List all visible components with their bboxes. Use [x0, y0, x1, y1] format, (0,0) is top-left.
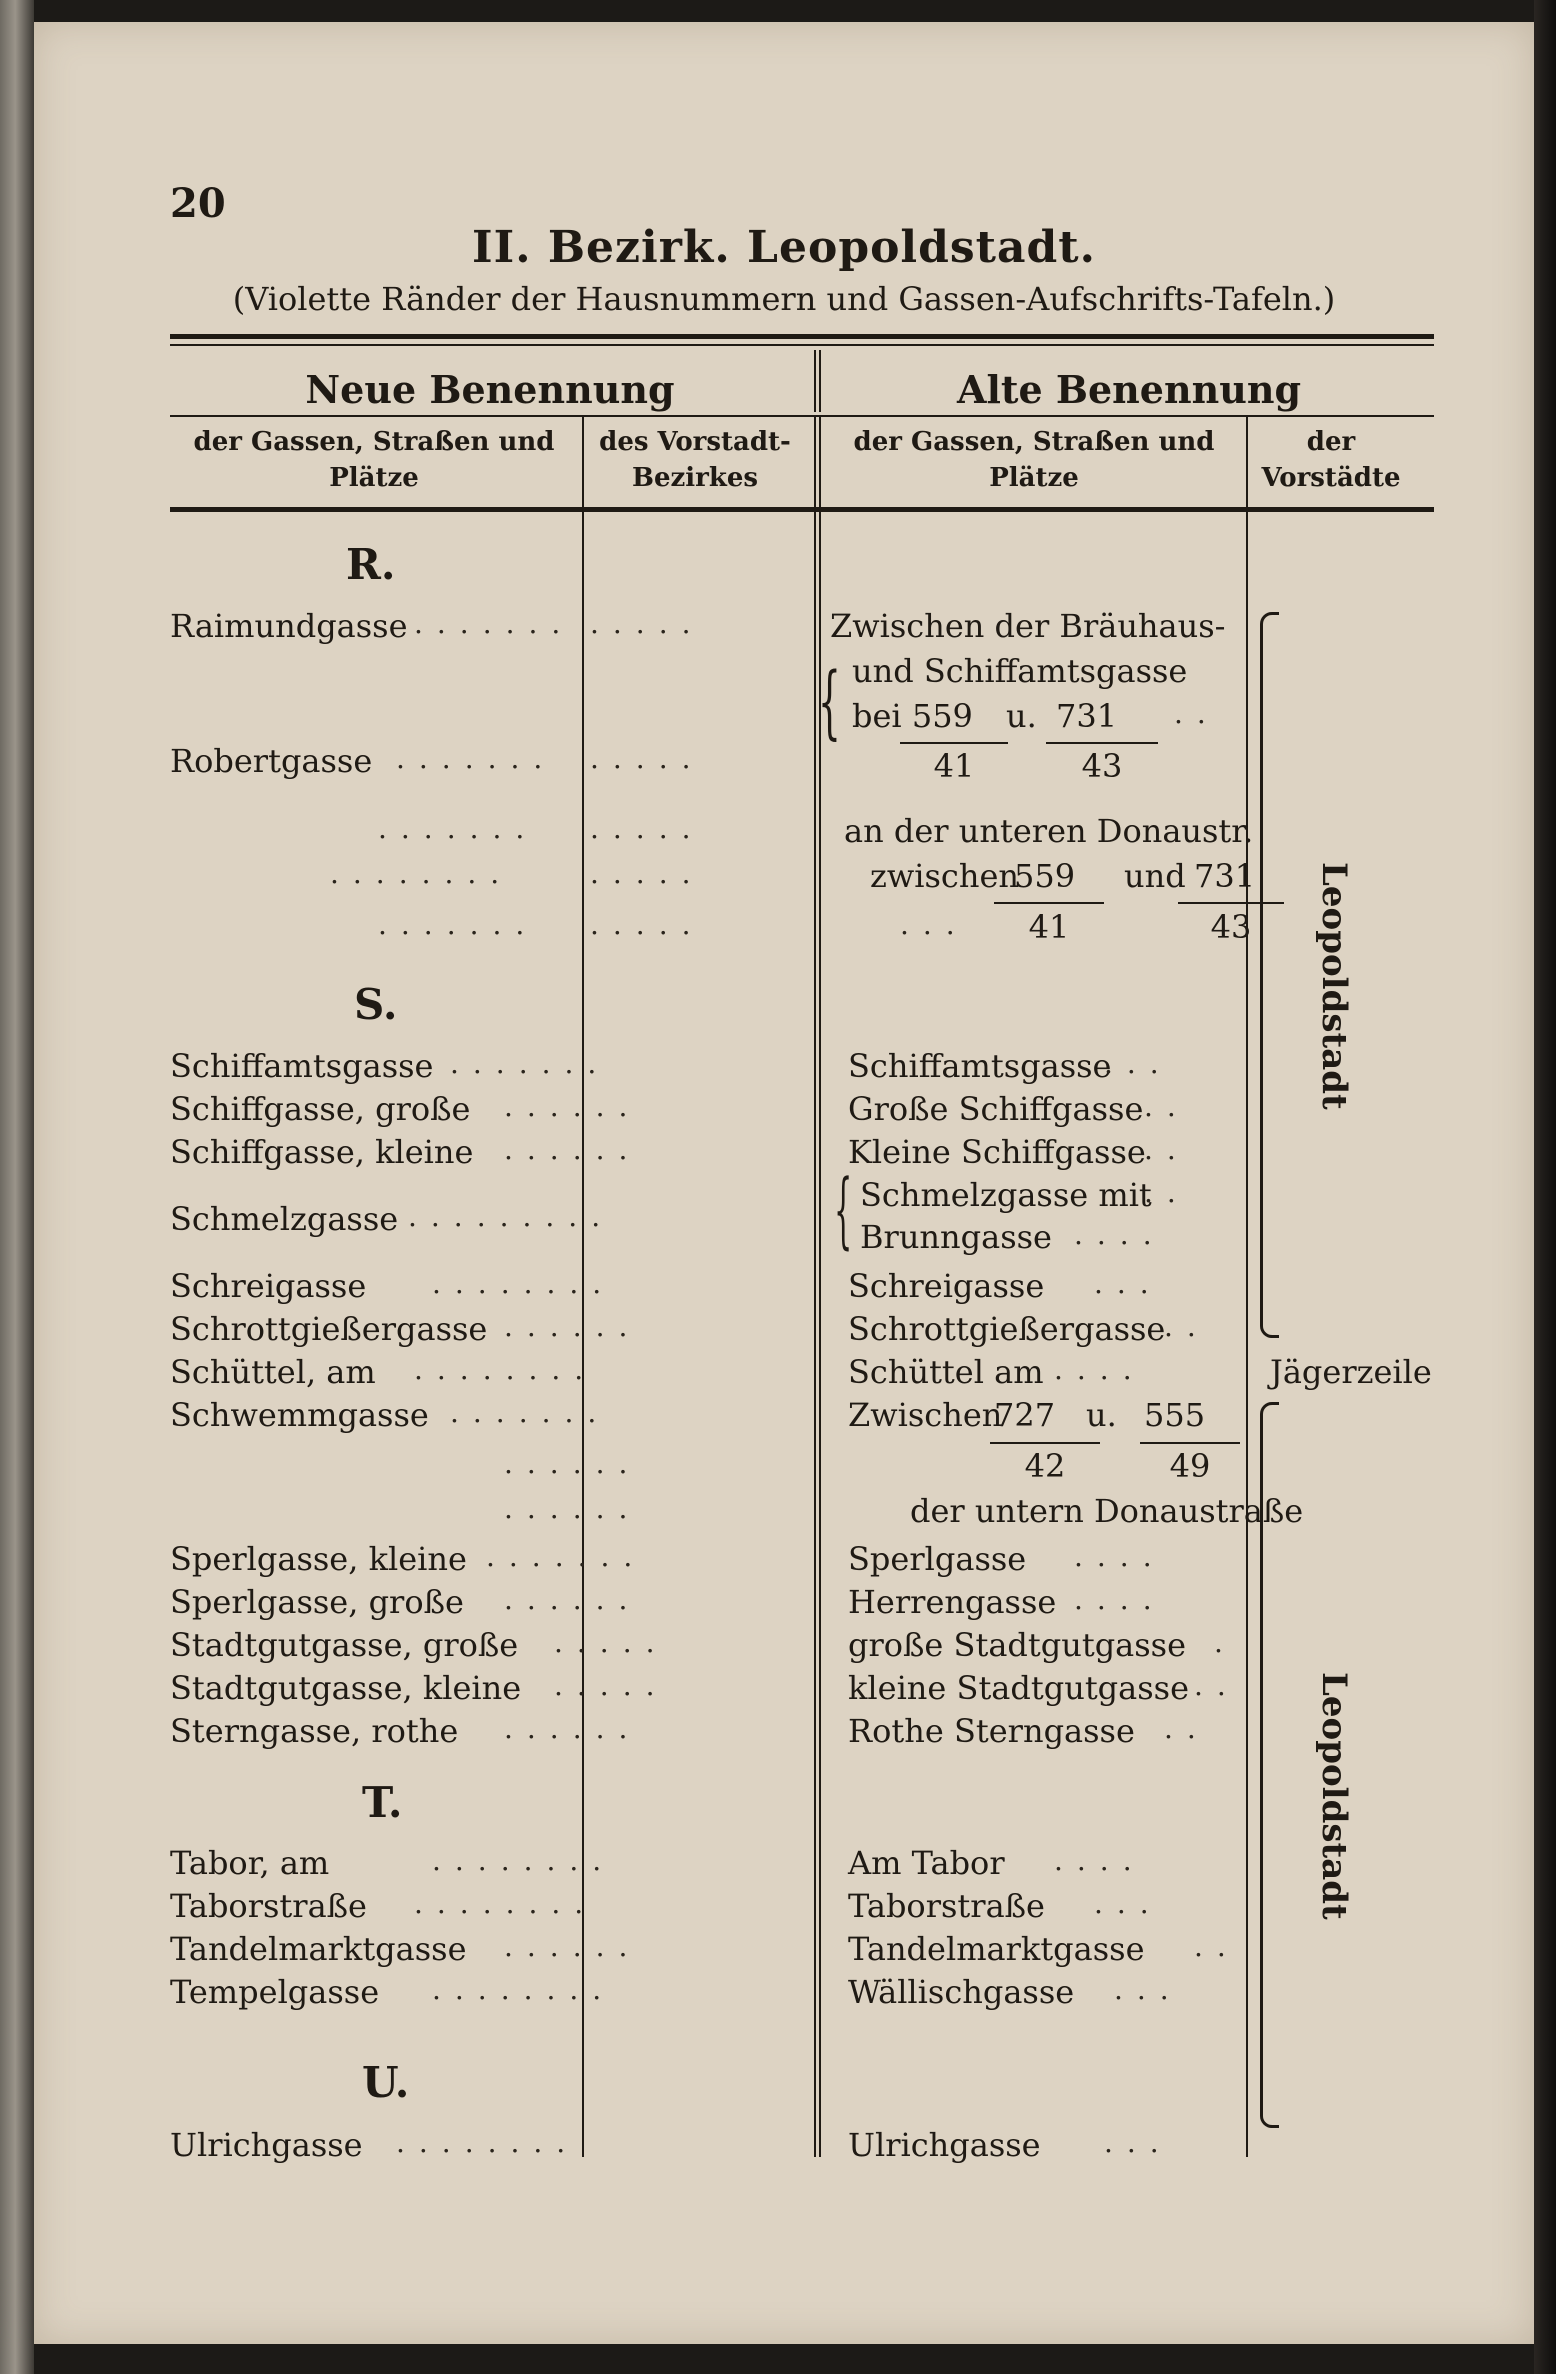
dot-leader: ..	[1174, 697, 1220, 730]
entry-schiffgasse-kleine: Schiffgasse, kleine	[170, 1133, 474, 1171]
old-herrengasse: Herrengasse	[848, 1583, 1057, 1621]
dot-leader: ........	[432, 1844, 616, 1877]
entry-stadtgutgasse-kleine: Stadtgutgasse, kleine	[170, 1669, 522, 1707]
dot-leader: ......	[504, 1447, 642, 1480]
dot-leader: .	[1214, 1626, 1237, 1659]
brace-raimund: {	[818, 655, 841, 748]
old-robert-2b: 559	[1014, 857, 1076, 895]
old-robert-2c: und	[1124, 857, 1186, 895]
entry-sperlgasse-kleine: Sperlgasse, kleine	[170, 1540, 467, 1578]
header-new-district: des Vorstadt-Bezirkes	[599, 427, 791, 493]
old-taborstrasse: Taborstraße	[848, 1887, 1045, 1925]
dot-leader: ........	[432, 1973, 616, 2006]
suburb-leopoldstadt-1: Leopoldstadt	[1314, 862, 1354, 1110]
entry-schiffamtsgasse: Schiffamtsgasse	[170, 1047, 434, 1085]
dot-leader: .......	[396, 742, 557, 775]
dot-leader: ....	[1054, 1353, 1146, 1386]
page-title: II. Bezirk. Leopoldstadt.	[472, 222, 1096, 273]
dot-leader: ......	[504, 1310, 642, 1343]
dot-leader: .....	[590, 908, 705, 941]
dot-leader: ........	[396, 2126, 580, 2159]
entry-schuettel: Schüttel, am	[170, 1353, 376, 1391]
old-schwemm-2: der untern Donaustraße	[910, 1492, 1304, 1530]
old-schwemm-d1: 42	[1024, 1447, 1066, 1485]
old-waellischgasse: Wällischgasse	[848, 1973, 1075, 2011]
entry-tempelgasse: Tempelgasse	[170, 1973, 380, 2011]
entry-schrottgiessergasse: Schrottgießergasse	[170, 1310, 488, 1348]
dot-leader: ...	[1104, 2126, 1173, 2159]
header-new-streets: der Gassen, Straßen und Plätze	[193, 427, 555, 493]
dot-leader: .....	[590, 857, 705, 890]
header-old-suburbs: der Vorstädte	[1261, 427, 1401, 493]
dot-leader: ...	[1114, 1973, 1183, 2006]
old-tandelmarktgasse: Tandelmarktgasse	[848, 1930, 1145, 1968]
old-schwemm-1b: 727	[994, 1396, 1056, 1434]
dot-leader: ..	[1194, 1930, 1240, 1963]
entry-sperlgasse-grosse: Sperlgasse, große	[170, 1583, 464, 1621]
old-robert-2d: 731	[1194, 857, 1256, 895]
old-raimund-d1: 41	[933, 747, 975, 785]
old-raimund-3a: bei 559	[852, 697, 973, 735]
entry-tabor: Tabor, am	[170, 1844, 330, 1882]
old-raimund-2: und Schiffamtsgasse	[852, 652, 1188, 690]
fraction-line	[990, 1442, 1100, 1444]
column-divider-3	[1246, 417, 1248, 2157]
fraction-line	[1140, 1442, 1240, 1444]
entry-stadtgutgasse-grosse: Stadtgutgasse, große	[170, 1626, 519, 1664]
dot-leader: ..	[1164, 1712, 1210, 1745]
dot-leader: ...	[1094, 1887, 1163, 1920]
column-divider-2	[814, 417, 816, 2157]
old-raimund-3b: u.	[1006, 697, 1037, 735]
entry-schmelzgasse: Schmelzgasse	[170, 1200, 399, 1238]
brace-schmelzgasse: {	[834, 1163, 853, 1258]
old-brunngasse: Brunngasse	[860, 1218, 1052, 1256]
header-old-streets: der Gassen, Straßen und Plätze	[853, 427, 1215, 493]
dot-leader: ......	[504, 1712, 642, 1745]
header-old-name: Alte Benennung	[956, 367, 1302, 412]
book-page	[34, 22, 1534, 2344]
old-rothe-sterngasse: Rothe Sterngasse	[848, 1712, 1135, 1750]
fraction-line	[994, 902, 1104, 904]
section-letter-s: S.	[354, 980, 398, 1029]
page-number: 20	[170, 180, 226, 227]
dot-leader: ....	[1074, 1218, 1166, 1251]
dot-leader: ........	[414, 1887, 598, 1920]
dot-leader: .....	[554, 1626, 669, 1659]
dot-leader: .......	[378, 908, 539, 941]
old-schuettel: Schüttel am	[848, 1353, 1044, 1391]
old-raimund-3c: 731	[1056, 697, 1118, 735]
old-robert-2a: zwischen	[870, 857, 1019, 895]
old-robert-d2: 43	[1210, 908, 1252, 946]
dot-leader: .........	[408, 1200, 615, 1233]
page-edge	[1534, 0, 1556, 2374]
dot-leader: .....	[590, 742, 705, 775]
old-robert-d1: 41	[1028, 908, 1070, 946]
section-letter-u: U.	[362, 2058, 410, 2107]
old-kleine-stadtgutgasse: kleine Stadtgutgasse	[848, 1669, 1190, 1707]
old-schwemm-1c: u.	[1086, 1396, 1117, 1434]
entry-schiffgasse-grosse: Schiffgasse, große	[170, 1090, 471, 1128]
suburb-leopoldstadt-2: Leopoldstadt	[1314, 1672, 1354, 1920]
entry-tandelmarktgasse: Tandelmarktgasse	[170, 1930, 467, 1968]
old-raimund-d2: 43	[1081, 747, 1123, 785]
header-divider-main	[814, 350, 816, 412]
dot-leader: .....	[590, 812, 705, 845]
page-subtitle: (Violette Ränder der Hausnummern und Gassen-Aufschrifts-Tafeln.)	[232, 280, 1336, 318]
dot-leader: ..	[1194, 1669, 1240, 1702]
top-rule-thick	[170, 334, 1434, 339]
dot-leader: ....	[1054, 1844, 1146, 1877]
dot-leader: ........	[414, 1353, 598, 1386]
old-grosse-schiffgasse: Große Schiffgasse	[848, 1090, 1144, 1128]
old-schwemm-d2: 49	[1169, 1447, 1211, 1485]
old-sperlgasse: Sperlgasse	[848, 1540, 1027, 1578]
old-robert-1: an der unteren Donaustr.	[844, 812, 1254, 850]
old-schiffamtsgasse: Schiffamtsgasse	[848, 1047, 1112, 1085]
old-schwemm-1d: 555	[1144, 1396, 1206, 1434]
old-schmelzgasse-mit: Schmelzgasse mit	[860, 1176, 1152, 1214]
old-raimund-1: Zwischen der Bräuhaus-	[830, 607, 1226, 645]
dot-leader: ....	[1074, 1540, 1166, 1573]
dot-leader: ........	[432, 1267, 616, 1300]
header-divider-main-2	[819, 350, 821, 412]
old-kleine-schiffgasse: Kleine Schiffgasse	[848, 1133, 1146, 1171]
dot-leader: .....	[590, 607, 705, 640]
dot-leader: ......	[504, 1133, 642, 1166]
entry-ulrichgasse: Ulrichgasse	[170, 2126, 363, 2164]
fraction-line	[1046, 742, 1158, 744]
header-new-name: Neue Benennung	[305, 367, 675, 412]
dot-leader: ...	[900, 908, 969, 941]
dot-leader: .......	[450, 1396, 611, 1429]
dot-leader: .......	[486, 1540, 647, 1573]
brace-suburb-2	[1260, 1402, 1279, 2128]
entry-schreigasse: Schreigasse	[170, 1267, 367, 1305]
dot-leader: .......	[414, 607, 575, 640]
dot-leader: .......	[378, 812, 539, 845]
entry-robertgasse: Robertgasse	[170, 742, 373, 780]
dot-leader: .....	[554, 1669, 669, 1702]
brace-suburb-1	[1260, 612, 1279, 1338]
old-schrottgiessergasse: Schrottgießergasse	[848, 1310, 1166, 1348]
old-schwemm-1a: Zwischen	[848, 1396, 1003, 1434]
section-letter-t: T.	[362, 1778, 403, 1827]
header-bottom-rule	[170, 507, 1434, 512]
dot-leader: .......	[450, 1047, 611, 1080]
suburb-jaegerzeile: Jägerzeile	[1270, 1353, 1432, 1391]
mid-rule	[170, 415, 1434, 417]
dot-leader: ...	[1104, 1047, 1173, 1080]
entry-sterngasse: Sterngasse, rothe	[170, 1712, 459, 1750]
fraction-line	[900, 742, 1008, 744]
old-ulrichgasse: Ulrichgasse	[848, 2126, 1041, 2164]
old-grosse-stadtgutgasse: große Stadtgutgasse	[848, 1626, 1187, 1664]
dot-leader: ...	[1094, 1267, 1163, 1300]
dot-leader: ....	[1074, 1583, 1166, 1616]
old-am-tabor: Am Tabor	[848, 1844, 1005, 1882]
dot-leader: ......	[504, 1090, 642, 1123]
entry-taborstrasse: Taborstraße	[170, 1887, 367, 1925]
dot-leader: ......	[504, 1492, 642, 1525]
old-schreigasse: Schreigasse	[848, 1267, 1045, 1305]
dot-leader: ........	[330, 857, 514, 890]
dot-leader: ..	[1164, 1310, 1210, 1343]
book-spine	[0, 0, 34, 2374]
top-rule-thin	[170, 344, 1434, 346]
dot-leader: ..	[1144, 1090, 1190, 1123]
entry-schwemmgasse: Schwemmgasse	[170, 1396, 429, 1434]
dot-leader: ..	[1144, 1133, 1190, 1166]
dot-leader: ......	[504, 1930, 642, 1963]
dot-leader: ..	[1144, 1176, 1190, 1209]
entry-raimundgasse: Raimundgasse	[170, 607, 408, 645]
dot-leader: ......	[504, 1583, 642, 1616]
section-letter-r: R.	[346, 540, 396, 589]
